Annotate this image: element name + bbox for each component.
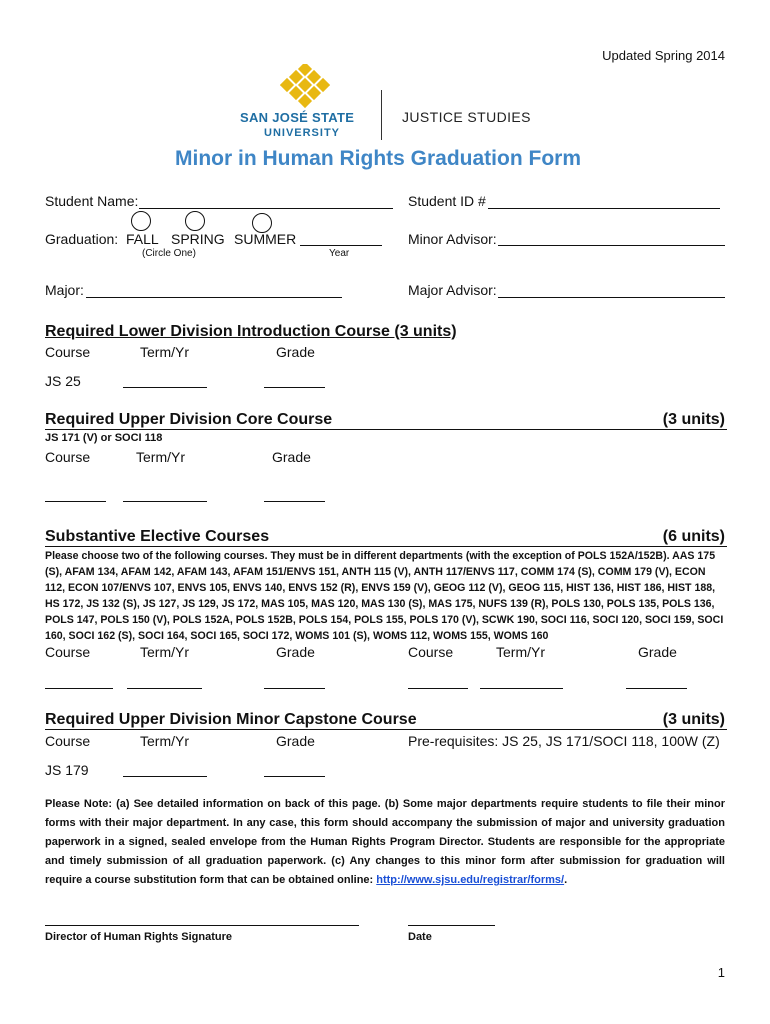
capstone-term-field[interactable] <box>123 776 207 777</box>
elective2-col-grade: Grade <box>638 644 677 660</box>
updated-date: Updated Spring 2014 <box>602 48 725 63</box>
upper-core-units: (3 units) <box>662 411 725 428</box>
upper-core-heading: Required Upper Division Core Course <box>45 411 333 428</box>
graduation-label: Graduation: <box>45 231 119 247</box>
minor-advisor-field[interactable] <box>498 245 725 246</box>
major-label: Major: <box>45 282 84 298</box>
year-field[interactable] <box>300 245 382 246</box>
student-id-label: Student ID # <box>408 193 486 209</box>
capstone-prerequisites: Pre-requisites: JS 25, JS 171/SOCI 118, 100W (Z) <box>408 733 720 749</box>
summer-option[interactable]: SUMMER <box>234 231 297 247</box>
spring-option[interactable]: SPRING <box>171 231 225 247</box>
student-name-label: Student Name: <box>45 193 139 209</box>
capstone-col-course: Course <box>45 733 91 749</box>
director-signature-label: Director of Human Rights Signature <box>45 931 233 943</box>
elective1-grade-field[interactable] <box>264 688 325 689</box>
summer-circle[interactable] <box>252 213 272 233</box>
elective1-term-field[interactable] <box>127 688 202 689</box>
lower-term-field[interactable] <box>123 387 207 388</box>
elective1-col-term: Term/Yr <box>140 644 189 660</box>
logo-text-sjsu: SAN JOSÉ STATE <box>240 110 355 125</box>
major-advisor-label: Major Advisor: <box>408 282 497 298</box>
elective1-course-field[interactable] <box>45 688 113 689</box>
director-signature-field[interactable] <box>45 925 359 926</box>
electives-list: Please choose two of the following courses. They must be in different departments (with the exception of POLS 152A/152B). AAS 175 (S), AFAM 134, AFAM 142, AFAM 143, AFAM 151/ENVS 151, ANTH 115 (V), ANTH 117/ENVS 117, COMM 174 (S), COMM 179 (V), ECON 112, ECON 107/ENVS 107, ENVS 105, ENVS 140, ENVS 152 (R), ENVS 159 (V), GEOG 112 (V), GEOG 115, HIST 136, HIST 186, HIST 188, HS 172, JS 132 (S), JS 127, JS 129, JS 172, MAS 105, MAS 120, MAS 130 (S), MAS 175, NUFS 139 (R), POLS 130, POLS 135, POLS 136, POLS 147, POLS 150 (V), POLS 152A, POLS 152B, POLS 154, POLS 155, POLS 170 (V), SCWK 190, SOCI 116, SOCI 120, SOCI 159, SOCI 160, SOCI 162 (S), SOCI 164, SOCI 165, SOCI 172, WOMS 101 (S), WOMS 112, WOMS 155, WOMS 160 <box>45 550 724 642</box>
elective1-col-course: Course <box>45 644 91 660</box>
elective2-course-field[interactable] <box>408 688 468 689</box>
upper-term-field[interactable] <box>123 501 207 502</box>
student-name-field[interactable] <box>139 208 393 209</box>
student-id-field[interactable] <box>488 208 720 209</box>
capstone-units: (3 units) <box>662 711 725 728</box>
elective2-col-course: Course <box>408 644 454 660</box>
minor-advisor-label: Minor Advisor: <box>408 231 497 247</box>
elective1-col-grade: Grade <box>276 644 315 660</box>
upper-col-grade: Grade <box>272 449 311 465</box>
please-note-text: Please Note: (a) See detailed information on back of this page. (b) Some major departments require students to file their minor forms with their major department. In any case, this form should accompany the submission of major and university graduation paperwork in a signed, sealed envelope from the Human Rights Program Director. Students are responsible for the appropriate and timely submission of all graduation paperwork. (c) Any changes to this minor form after submission for graduation will require a course substitution form that can be obtained online: <box>45 798 725 886</box>
lower-col-term: Term/Yr <box>140 344 189 360</box>
upper-course-field[interactable] <box>45 501 106 502</box>
lower-col-course: Course <box>45 344 91 360</box>
department-name: JUSTICE STUDIES <box>402 109 531 125</box>
elective2-col-term: Term/Yr <box>496 644 545 660</box>
upper-core-rule <box>45 429 727 430</box>
please-note-paragraph <box>45 795 725 890</box>
lower-grade-field[interactable] <box>264 387 325 388</box>
electives-units: (6 units) <box>662 528 725 545</box>
elective2-grade-field[interactable] <box>626 688 687 689</box>
electives-heading: Substantive Elective Courses <box>45 528 270 545</box>
major-field[interactable] <box>86 297 342 298</box>
date-label: Date <box>408 931 432 943</box>
capstone-grade-field[interactable] <box>264 776 325 777</box>
upper-col-term: Term/Yr <box>136 449 185 465</box>
fall-circle[interactable] <box>131 211 151 231</box>
lower-col-grade: Grade <box>276 344 315 360</box>
please-note-end: . <box>564 874 568 886</box>
capstone-course-js179: JS 179 <box>45 762 89 778</box>
major-advisor-field[interactable] <box>498 297 725 298</box>
year-hint: Year <box>329 248 350 259</box>
sjsu-logo-mark <box>280 64 330 110</box>
upper-core-note: JS 171 (V) or SOCI 118 <box>45 432 163 444</box>
lower-division-heading: Required Lower Division Introduction Course (3 units) <box>45 323 457 340</box>
electives-rule <box>45 546 727 547</box>
capstone-col-term: Term/Yr <box>140 733 189 749</box>
capstone-heading: Required Upper Division Minor Capstone Course <box>45 711 417 728</box>
lower-course-js25: JS 25 <box>45 373 81 389</box>
fall-option[interactable]: FALL <box>126 231 159 247</box>
date-field[interactable] <box>408 925 495 926</box>
page-number: 1 <box>717 965 725 980</box>
upper-grade-field[interactable] <box>264 501 325 502</box>
logo-text-university: UNIVERSITY <box>264 127 341 139</box>
capstone-rule <box>45 729 727 730</box>
circle-one-hint: (Circle One) <box>142 248 196 259</box>
capstone-col-grade: Grade <box>276 733 315 749</box>
elective2-term-field[interactable] <box>480 688 563 689</box>
spring-circle[interactable] <box>185 211 205 231</box>
logo-divider <box>381 90 382 140</box>
form-title: Minor in Human Rights Graduation Form <box>175 147 581 170</box>
upper-col-course: Course <box>45 449 91 465</box>
registrar-forms-link[interactable]: http://www.sjsu.edu/registrar/forms/ <box>376 874 565 886</box>
